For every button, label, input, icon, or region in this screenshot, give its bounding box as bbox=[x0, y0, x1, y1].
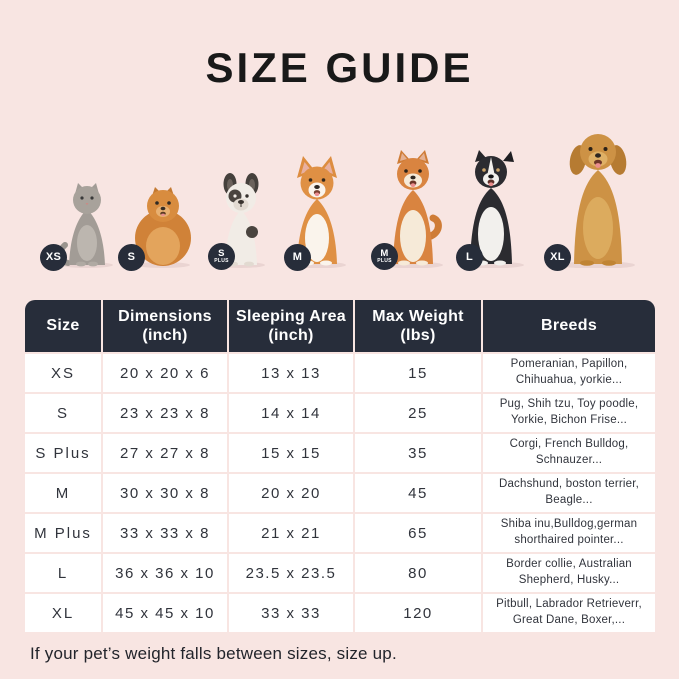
dimensions-cell: 27 x 27 x 8 bbox=[103, 434, 227, 472]
header-sublabel: (inch) bbox=[142, 327, 188, 344]
breeds-cell: Pug, Shih tzu, Toy poodle, Yorkie, Bichon Frise... bbox=[483, 394, 655, 432]
dimensions-cell: 23 x 23 x 8 bbox=[103, 394, 227, 432]
page-title: SIZE GUIDE bbox=[205, 44, 474, 91]
dimensions-cell: 33 x 33 x 8 bbox=[103, 514, 227, 552]
dimensions-cell: 45 x 45 x 10 bbox=[103, 594, 227, 632]
size-cell: S Plus bbox=[25, 434, 101, 472]
max-weight-cell: 25 bbox=[355, 394, 481, 432]
badge-label: XL bbox=[550, 250, 565, 263]
size-cell: M Plus bbox=[25, 514, 101, 552]
size-badge-s bbox=[118, 244, 145, 271]
badge-label: S bbox=[127, 250, 136, 263]
header-label: Dimensions bbox=[118, 307, 212, 325]
dimensions-cell: 36 x 36 x 10 bbox=[103, 554, 227, 592]
size-cell: L bbox=[25, 554, 101, 592]
header-label: Size bbox=[46, 317, 80, 335]
size-cell: S bbox=[25, 394, 101, 432]
header-cell-dimensions bbox=[103, 300, 227, 352]
header-cell-max-weight bbox=[355, 300, 481, 352]
header-cell-size bbox=[25, 300, 101, 352]
size-badge-s-plus bbox=[208, 243, 235, 270]
badge-label: XS bbox=[45, 250, 62, 263]
header-cell-sleeping-area bbox=[229, 300, 353, 352]
badge-label: M bbox=[292, 250, 303, 263]
size-badge-xs bbox=[40, 244, 67, 271]
breeds-cell: Pitbull, Labrador Retrieverr, Great Dane, Boxer,... bbox=[483, 594, 655, 632]
sleeping-area-cell: 20 x 20 bbox=[229, 474, 353, 512]
badge-sub-label: PLUS bbox=[214, 258, 229, 265]
size-badge-xl bbox=[544, 244, 571, 271]
header-label: Sleeping Area bbox=[235, 307, 346, 325]
max-weight-cell: 35 bbox=[355, 434, 481, 472]
size-cell: M bbox=[25, 474, 101, 512]
badge-label: S bbox=[218, 247, 225, 259]
size-badge-l bbox=[456, 244, 483, 271]
max-weight-cell: 15 bbox=[355, 354, 481, 392]
breeds-cell: Pomeranian, Papillon, Chihuahua, yorkie... bbox=[483, 354, 655, 392]
sleeping-area-cell: 21 x 21 bbox=[229, 514, 353, 552]
header-cell-breeds bbox=[483, 300, 655, 352]
golden-retriever-icon bbox=[556, 126, 640, 268]
size-badge-m-plus bbox=[371, 243, 398, 270]
badge-label: L bbox=[465, 250, 474, 263]
header-label: Max Weight bbox=[372, 307, 464, 325]
size-cell: XS bbox=[25, 354, 101, 392]
max-weight-cell: 45 bbox=[355, 474, 481, 512]
dimensions-cell: 30 x 30 x 8 bbox=[103, 474, 227, 512]
breeds-cell: Border collie, Australian Shepherd, Husky... bbox=[483, 554, 655, 592]
size-table bbox=[25, 300, 655, 632]
sleeping-area-cell: 15 x 15 bbox=[229, 434, 353, 472]
breeds-cell: Corgi, French Bulldog, Schnauzer... bbox=[483, 434, 655, 472]
header-sublabel: (inch) bbox=[268, 327, 314, 344]
badge-sub-label: PLUS bbox=[377, 258, 392, 265]
size-badge-m bbox=[284, 244, 311, 271]
sleeping-area-cell: 14 x 14 bbox=[229, 394, 353, 432]
max-weight-cell: 120 bbox=[355, 594, 481, 632]
breeds-cell: Shiba inu,Bulldog,german shorthaired pointer... bbox=[483, 514, 655, 552]
sizing-note: If your pet’s weight falls between sizes, size up. bbox=[30, 644, 397, 663]
sleeping-area-cell: 13 x 13 bbox=[229, 354, 353, 392]
header-label: Breeds bbox=[540, 317, 598, 335]
badge-label: M bbox=[380, 247, 389, 259]
breeds-cell: Dachshund, boston terrier, Beagle... bbox=[483, 474, 655, 512]
dimensions-cell: 20 x 20 x 6 bbox=[103, 354, 227, 392]
max-weight-cell: 80 bbox=[355, 554, 481, 592]
size-cell: XL bbox=[25, 594, 101, 632]
max-weight-cell: 65 bbox=[355, 514, 481, 552]
sleeping-area-cell: 23.5 x 23.5 bbox=[229, 554, 353, 592]
sleeping-area-cell: 33 x 33 bbox=[229, 594, 353, 632]
header-sublabel: (lbs) bbox=[400, 327, 436, 344]
